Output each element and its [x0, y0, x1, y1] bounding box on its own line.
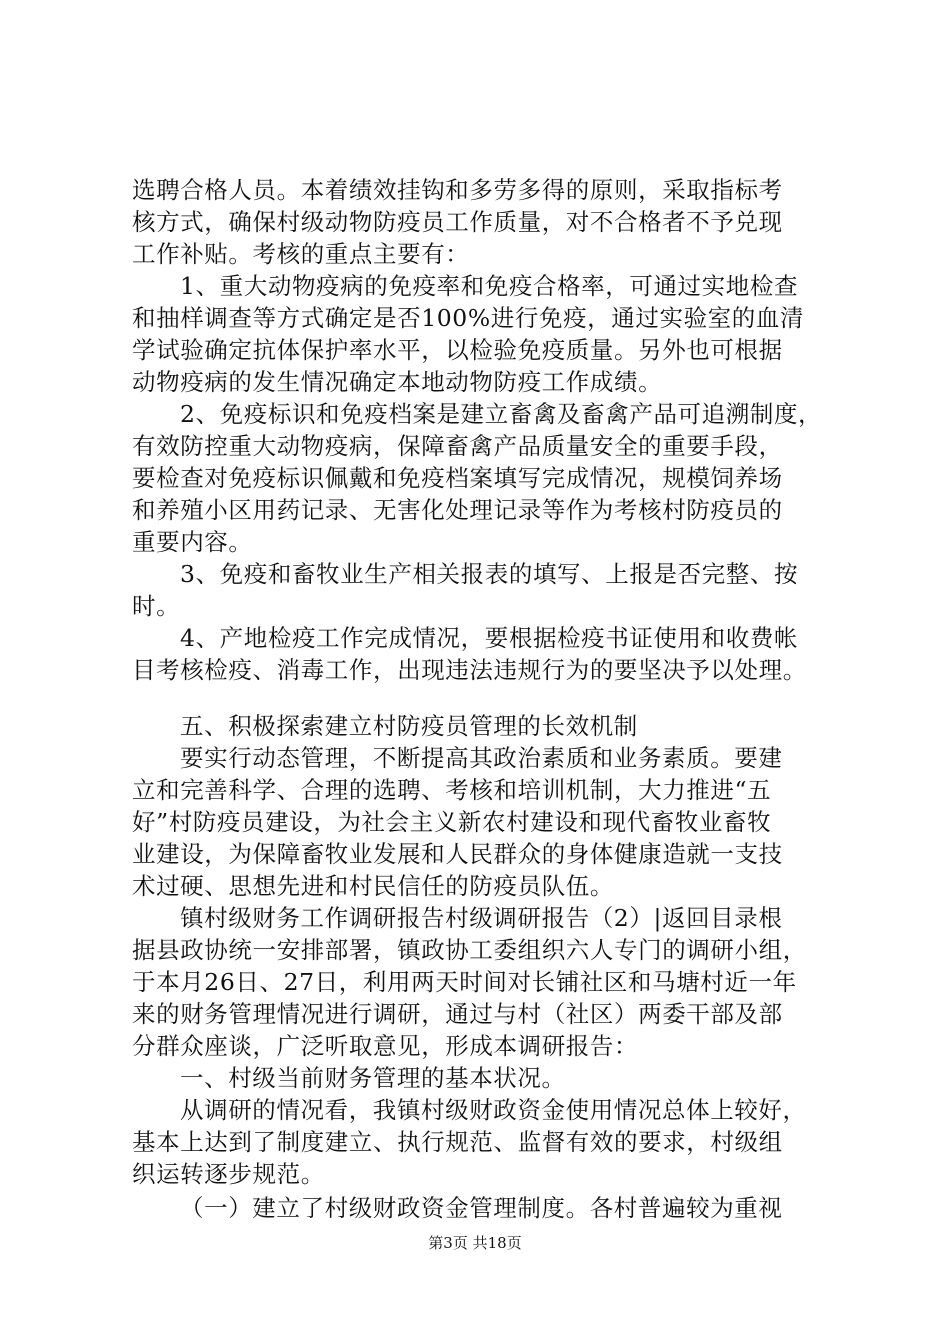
body-text-line: 术过硬、思想先进和村民信任的防疫员队伍。	[132, 872, 614, 900]
body-text-line: 立和完善科学、合理的选聘、考核和培训机制，大力推进“五	[132, 776, 772, 804]
body-text-line: 和养殖小区用药记录、无害化处理记录等作为考核村防疫员的	[132, 496, 783, 524]
body-text-line: 基本上达到了制度建立、执行规范、监督有效的要求，村级组	[132, 1128, 783, 1156]
section-heading: 一、村级当前财务管理的基本状况。	[180, 1064, 566, 1092]
body-text-line: 镇村级财务工作调研报告村级调研报告（2）|返回目录根	[180, 904, 783, 932]
body-text-line: 要实行动态管理，不断提高其政治素质和业务素质。要建	[180, 744, 783, 772]
body-text-line: 核方式，确保村级动物防疫员工作质量，对不合格者不予兑现	[132, 208, 783, 236]
body-text-line: 重要内容。	[132, 528, 253, 556]
body-text-line: 从调研的情况看，我镇村级财政资金使用情况总体上较好，	[180, 1096, 807, 1124]
body-text-line: 好”村防疫员建设，为社会主义新农村建设和现代畜牧业畜牧	[132, 808, 772, 836]
body-text-line: 选聘合格人员。本着绩效挂钩和多劳多得的原则，采取指标考	[132, 176, 783, 204]
body-text-line: 时。	[132, 592, 181, 620]
section-heading: 五、积极探索建立村防疫员管理的长效机制	[180, 712, 638, 740]
body-text-line: 有效防控重大动物疫病，保障畜禽产品质量安全的重要手段，	[132, 432, 783, 460]
body-text-line: 于本月26日、27日，利用两天时间对长铺社区和马塘村近一年	[132, 968, 797, 996]
body-text-line: 要检查对免疫标识佩戴和免疫档案填写完成情况，规模饲养场	[132, 464, 783, 492]
body-text-line: 分群众座谈，广泛听取意见，形成本调研报告：	[132, 1032, 639, 1060]
body-text-line: 3、免疫和畜牧业生产相关报表的填写、上报是否完整、按	[180, 560, 799, 588]
body-text-line: 业建设，为保障畜牧业发展和人民群众的身体健康造就一支技	[132, 840, 783, 868]
body-text-line: 据县政协统一安排部署，镇政协工委组织六人专门的调研小组，	[132, 936, 807, 964]
body-text-line: 目考核检疫、消毒工作，出现违法违规行为的要坚决予以处理。	[132, 656, 807, 684]
body-text-line: 织运转逐步规范。	[132, 1160, 325, 1188]
page-number-footer: 第3页 共18页	[428, 1234, 522, 1252]
body-text-line: 2、免疫标识和免疫档案是建立畜禽及畜禽产品可追溯制度，	[180, 400, 823, 428]
body-text-line: 动物疫病的发生情况确定本地动物防疫工作成绩。	[132, 368, 663, 396]
body-text-line: 工作补贴。考核的重点主要有：	[132, 240, 470, 268]
body-text-line: 1、重大动物疫病的免疫率和免疫合格率，可通过实地检查	[180, 272, 799, 300]
body-text-line: （一）建立了村级财政资金管理制度。各村普遍较为重视	[180, 1194, 783, 1222]
body-text-line: 和抽样调查等方式确定是否100%进行免疫，通过实验室的血清	[132, 304, 805, 332]
body-text-line: 学试验确定抗体保护率水平，以检验免疫质量。另外也可根据	[132, 336, 783, 364]
body-text-line: 来的财务管理情况进行调研，通过与村（社区）两委干部及部	[132, 1000, 783, 1028]
body-text-line: 4、产地检疫工作完成情况，要根据检疫书证使用和收费帐	[180, 624, 799, 652]
